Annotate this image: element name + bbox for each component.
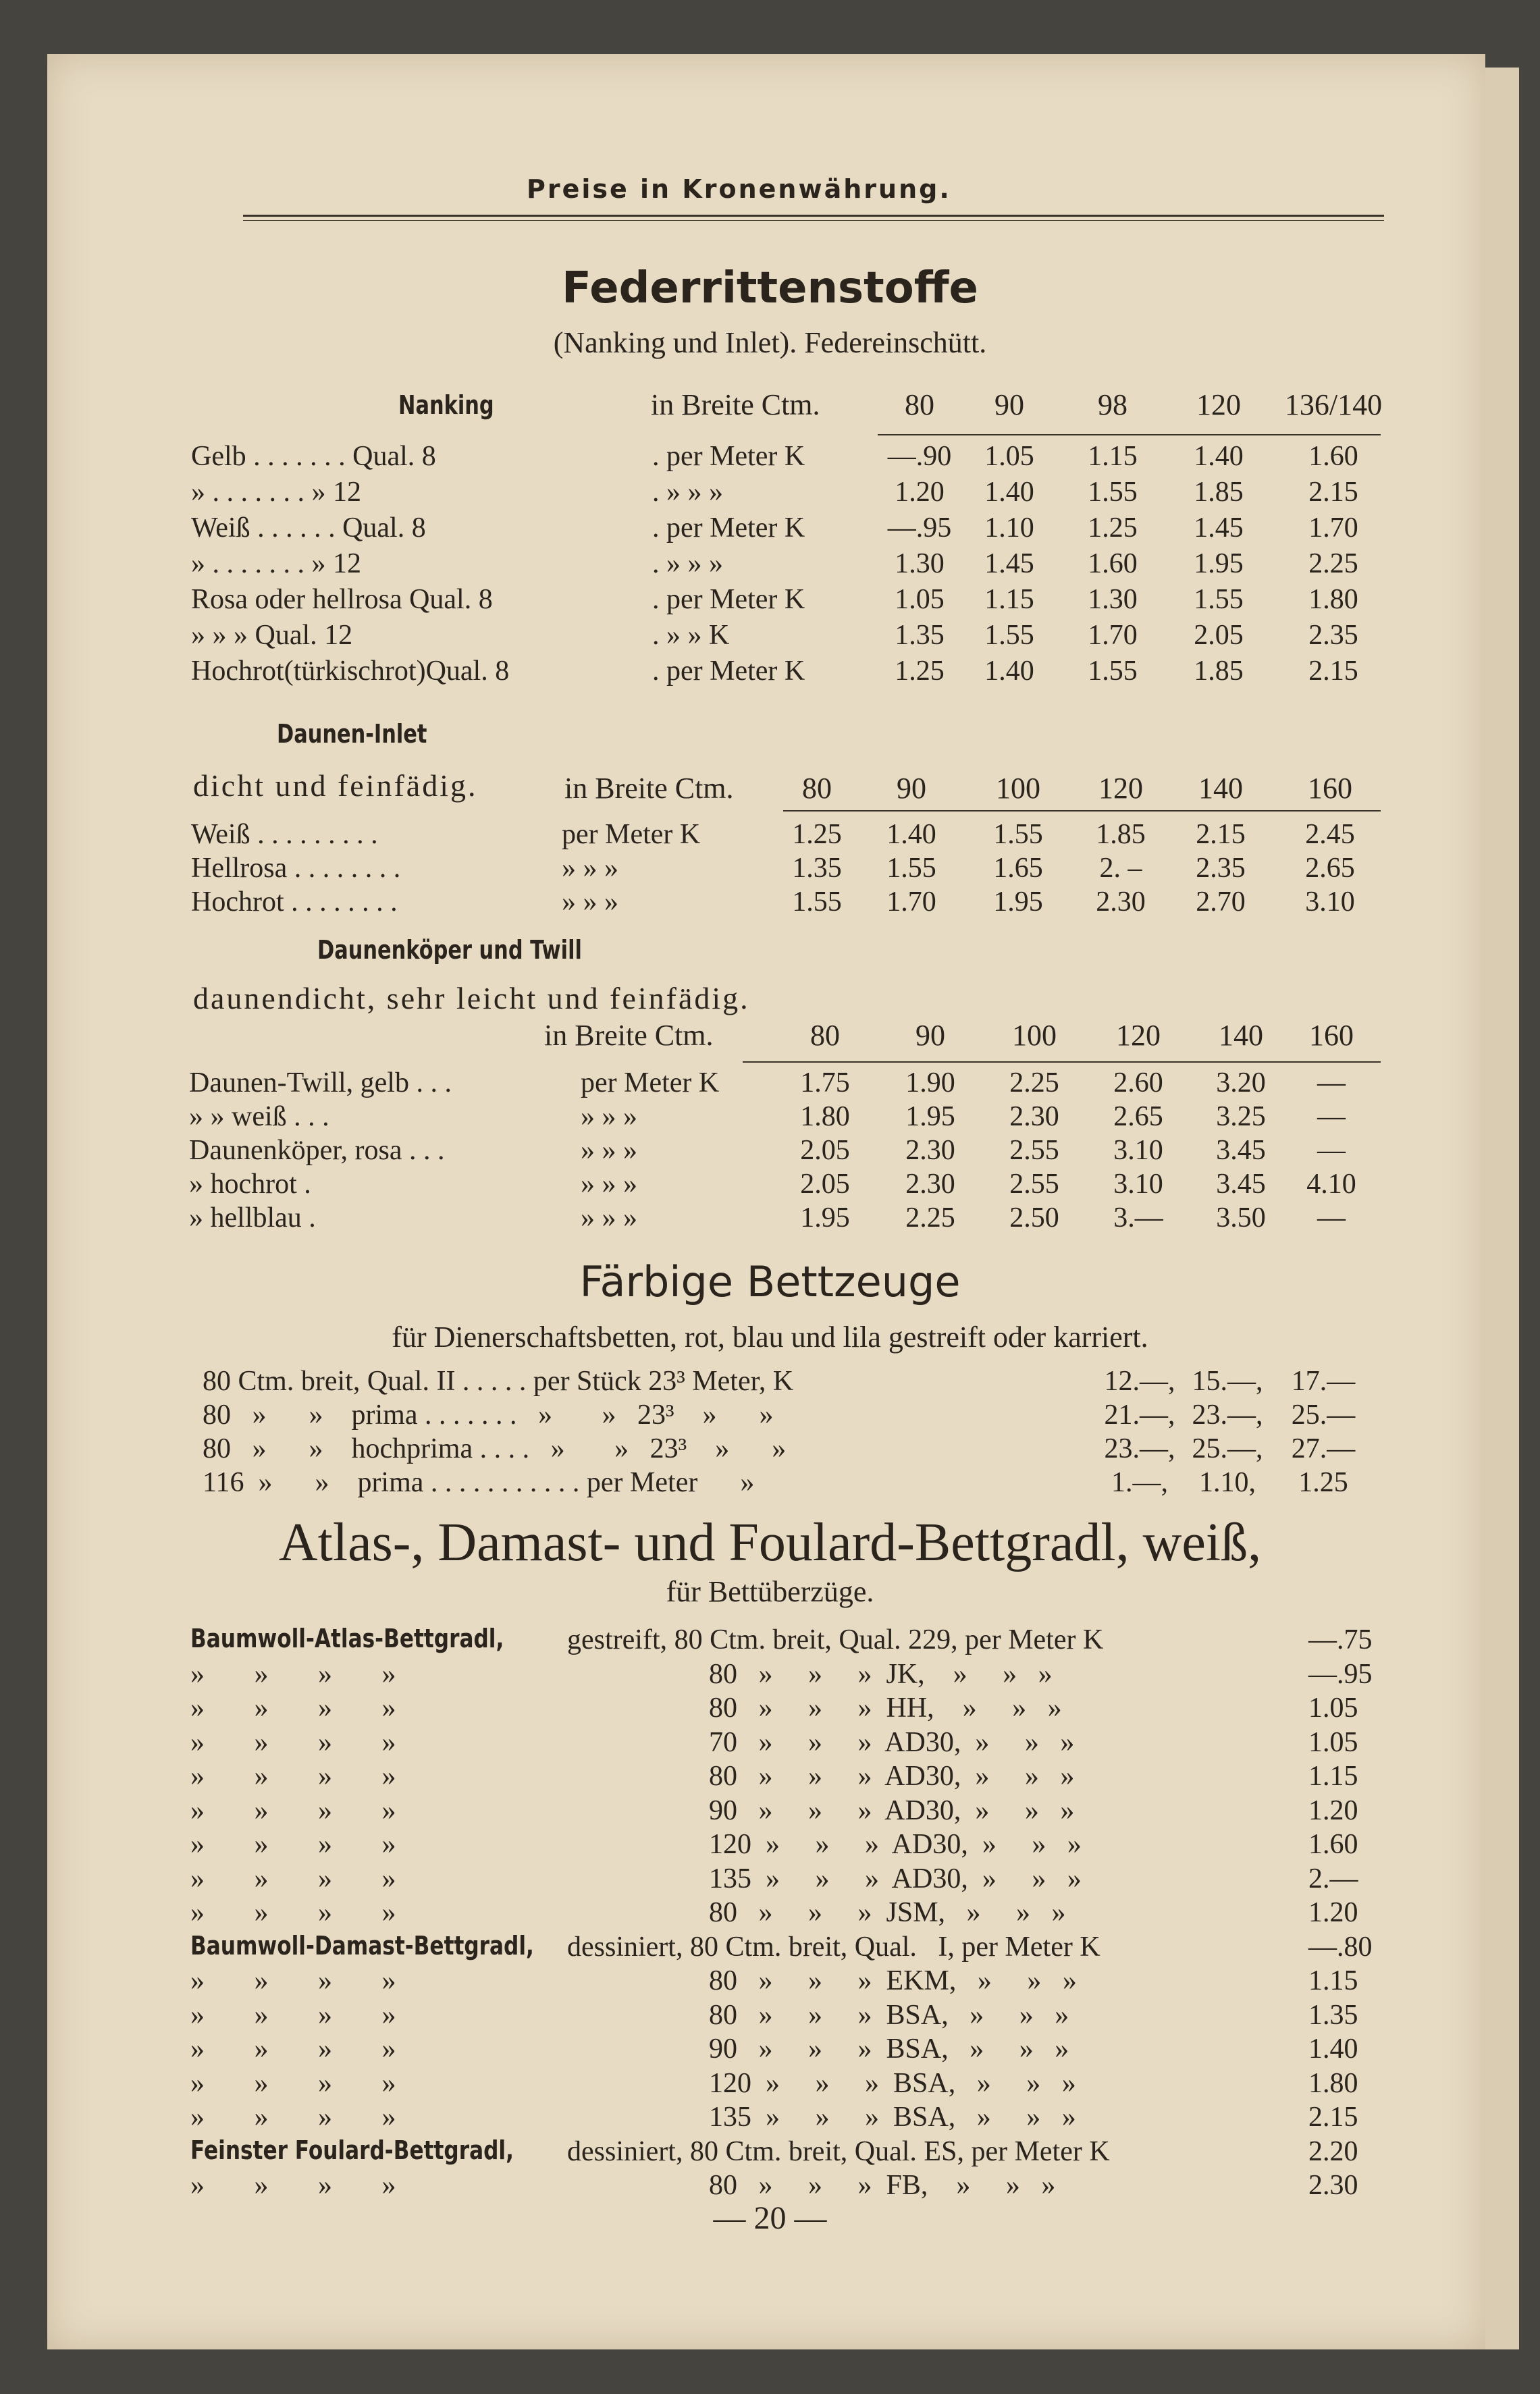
daunen-inlet-desc: dicht und feinfädig. bbox=[193, 768, 478, 803]
price-cell: 1.40 bbox=[1194, 441, 1244, 472]
width-100: 100 bbox=[1012, 1019, 1057, 1052]
row-name: Daunenköper, rosa . . . bbox=[189, 1135, 445, 1166]
row-name: Hochrot(türkischrot)Qual. 8 bbox=[191, 656, 510, 687]
price-cell: 1.75 bbox=[800, 1067, 850, 1098]
row-name: » hochrot . bbox=[189, 1169, 311, 1200]
bettgradl-row-text: 80 » » » FB, » » » bbox=[709, 2170, 1056, 2201]
price-cell: 1.90 bbox=[905, 1067, 955, 1098]
price-cell: — bbox=[1317, 1135, 1346, 1166]
price-cell: 2.55 bbox=[1009, 1135, 1059, 1166]
price-cell: 2.30 bbox=[905, 1169, 955, 1200]
price-cell: 1.10 bbox=[984, 512, 1034, 543]
daunen-inlet-rule bbox=[783, 810, 1381, 812]
price-cell: 1.65 bbox=[993, 853, 1043, 884]
bettgradl-row-label: Feinster Foulard-Bettgradl, bbox=[190, 2135, 514, 2165]
next-page-edge bbox=[1485, 68, 1519, 2349]
bettgradl-row-label: » » » » bbox=[190, 2067, 396, 2099]
price-cell: 1.55 bbox=[1088, 477, 1138, 508]
price-cell: 1.45 bbox=[1194, 512, 1244, 543]
price-cell: 1.15 bbox=[1088, 441, 1138, 472]
price-cell: 2.30 bbox=[1096, 886, 1146, 917]
bettgradl-row-label: » » » » bbox=[190, 2170, 396, 2201]
price-cell: 1.55 bbox=[886, 853, 936, 884]
row-unit: » » » bbox=[581, 1202, 637, 1233]
bettzeuge-price: 17.— bbox=[1291, 1366, 1356, 1397]
bettgradl-price: 2.20 bbox=[1308, 2135, 1358, 2167]
width-120: 120 bbox=[1098, 772, 1143, 805]
row-name: » » weiß . . . bbox=[189, 1101, 329, 1132]
price-cell: 2. – bbox=[1099, 853, 1142, 884]
bettgradl-price: 1.20 bbox=[1308, 1897, 1358, 1928]
bettgradl-row-text: dessiniert, 80 Ctm. breit, Qual. I, per Meter K bbox=[567, 1931, 1100, 1963]
price-cell: —.95 bbox=[887, 512, 952, 543]
header-rule bbox=[243, 215, 1384, 217]
bettgradl-row-text: 70 » » » AD30, » » » bbox=[709, 1726, 1075, 1758]
subtitle: (Nanking und Inlet). Federeinschütt. bbox=[553, 326, 987, 359]
width-80: 80 bbox=[802, 772, 832, 805]
price-cell: 1.80 bbox=[800, 1101, 850, 1132]
price-cell: 3.45 bbox=[1216, 1169, 1266, 1200]
bettzeuge-price: 25.—, bbox=[1192, 1433, 1263, 1464]
price-cell: 1.95 bbox=[993, 886, 1043, 917]
bettgradl-price: 1.40 bbox=[1308, 2033, 1358, 2065]
price-cell: 1.60 bbox=[1088, 548, 1138, 579]
price-cell: 1.70 bbox=[886, 886, 936, 917]
row-unit: . per Meter K bbox=[652, 584, 805, 615]
bettgradl-price: 1.15 bbox=[1308, 1965, 1358, 1996]
price-cell: 1.25 bbox=[792, 819, 842, 850]
row-name: Daunen-Twill, gelb . . . bbox=[189, 1067, 452, 1098]
bettgradl-row-text: 90 » » » AD30, » » » bbox=[709, 1794, 1075, 1826]
bettgradl-price: 1.05 bbox=[1308, 1726, 1358, 1758]
bettgradl-row-text: 80 » » » BSA, » » » bbox=[709, 1999, 1069, 2031]
price-cell: 2.50 bbox=[1009, 1202, 1059, 1233]
bettgradl-row-label: » » » » bbox=[190, 1693, 396, 1724]
bettgradl-subtitle: für Bettüberzüge. bbox=[666, 1575, 874, 1608]
page-number: — 20 — bbox=[713, 2200, 827, 2236]
width-160: 160 bbox=[1309, 1019, 1354, 1052]
row-unit: » » » bbox=[581, 1135, 637, 1166]
section-daunen-inlet: Daunen-Inlet bbox=[277, 719, 427, 749]
bettzeuge-row-text: 80 » » prima . . . . . . . » » 23³ » » bbox=[203, 1400, 774, 1431]
price-cell: 2.05 bbox=[1194, 620, 1244, 651]
bettgradl-row-label: » » » » bbox=[190, 1658, 396, 1690]
bettzeuge-desc: für Dienerschaftsbetten, rot, blau und lila gestreift oder karriert. bbox=[392, 1321, 1148, 1354]
bettzeuge-row-text: 116 » » prima . . . . . . . . . . . per Meter » bbox=[203, 1467, 755, 1498]
daunen-inlet-breite-label: in Breite Ctm. bbox=[564, 772, 734, 805]
price-cell: 2.25 bbox=[1308, 548, 1358, 579]
bettgradl-row-label: » » » » bbox=[190, 1999, 396, 2031]
row-unit: » » » bbox=[581, 1101, 637, 1132]
nanking-header-rule bbox=[878, 434, 1381, 435]
price-cell: 1.40 bbox=[984, 477, 1034, 508]
width-100: 100 bbox=[996, 772, 1040, 805]
price-cell: 1.85 bbox=[1096, 819, 1146, 850]
price-cell: 3.10 bbox=[1305, 886, 1355, 917]
bettgradl-row-text: 80 » » » JK, » » » bbox=[709, 1658, 1053, 1690]
price-cell: 1.70 bbox=[1308, 512, 1358, 543]
price-cell: 3.— bbox=[1113, 1202, 1163, 1233]
price-cell: 1.30 bbox=[895, 548, 945, 579]
price-cell: 1.05 bbox=[984, 441, 1034, 472]
row-unit: . per Meter K bbox=[652, 512, 805, 543]
bettgradl-row-label: » » » » bbox=[190, 1794, 396, 1826]
price-cell: 3.25 bbox=[1216, 1101, 1266, 1132]
bettzeuge-row-text: 80 » » hochprima . . . . » » 23³ » » bbox=[203, 1433, 787, 1464]
price-cell: — bbox=[1317, 1202, 1346, 1233]
price-cell: 1.25 bbox=[895, 656, 945, 687]
bettgradl-price: 1.35 bbox=[1308, 1999, 1358, 2031]
bettgradl-row-text: 80 » » » HH, » » » bbox=[709, 1693, 1062, 1724]
price-cell: 1.45 bbox=[984, 548, 1034, 579]
row-name: Gelb . . . . . . . Qual. 8 bbox=[191, 441, 436, 472]
bettgradl-row-label: » » » » bbox=[190, 1829, 396, 1860]
price-cell: 2.70 bbox=[1196, 886, 1246, 917]
price-cell: 2.65 bbox=[1113, 1101, 1163, 1132]
header-rule-thin bbox=[243, 220, 1384, 221]
row-unit: . per Meter K bbox=[652, 656, 805, 687]
row-name: Hochrot . . . . . . . . bbox=[191, 886, 398, 917]
bettzeuge-price: 25.— bbox=[1291, 1400, 1356, 1431]
price-cell: 1.55 bbox=[984, 620, 1034, 651]
bettgradl-row-text: gestreift, 80 Ctm. breit, Qual. 229, per Meter K bbox=[567, 1624, 1104, 1655]
bettgradl-price: —.95 bbox=[1308, 1658, 1373, 1690]
running-header: Preise in Kronenwährung. bbox=[527, 174, 951, 204]
row-name: Weiß . . . . . . Qual. 8 bbox=[191, 512, 426, 543]
price-cell: 1.20 bbox=[895, 477, 945, 508]
row-unit: » » » bbox=[562, 853, 618, 884]
daunenkoeper-rule bbox=[743, 1061, 1381, 1063]
bettzeuge-price: 15.—, bbox=[1192, 1366, 1263, 1397]
width-90: 90 bbox=[994, 388, 1024, 421]
row-unit: » » » bbox=[581, 1169, 637, 1200]
bettzeuge-title: Färbige Bettzeuge bbox=[579, 1257, 961, 1306]
bettgradl-row-text: 80 » » » EKM, » » » bbox=[709, 1965, 1077, 1996]
bettgradl-price: 2.30 bbox=[1308, 2170, 1358, 2201]
bettgradl-price: 2.15 bbox=[1308, 2102, 1358, 2133]
bettzeuge-price: 1.25 bbox=[1298, 1467, 1348, 1498]
price-cell: 1.55 bbox=[792, 886, 842, 917]
bettgradl-price: 1.60 bbox=[1308, 1829, 1358, 1860]
bettzeuge-price: 23.—, bbox=[1104, 1433, 1175, 1464]
bettgradl-row-label: » » » » bbox=[190, 2102, 396, 2133]
row-name: » hellblau . bbox=[189, 1202, 316, 1233]
width-160: 160 bbox=[1308, 772, 1352, 805]
bettzeuge-price: 27.— bbox=[1291, 1433, 1356, 1464]
bettgradl-row-text: 80 » » » AD30, » » » bbox=[709, 1761, 1075, 1792]
price-cell: 1.60 bbox=[1308, 441, 1358, 472]
row-name: Hellrosa . . . . . . . . bbox=[191, 853, 401, 884]
price-cell: 1.80 bbox=[1308, 584, 1358, 615]
bettgradl-price: 2.— bbox=[1308, 1863, 1358, 1894]
page-title: Federrittenstoffe bbox=[562, 263, 978, 313]
price-cell: 1.95 bbox=[1194, 548, 1244, 579]
price-cell: 1.70 bbox=[1088, 620, 1138, 651]
price-cell: 3.50 bbox=[1216, 1202, 1266, 1233]
bettgradl-row-text: 135 » » » BSA, » » » bbox=[709, 2102, 1076, 2133]
price-cell: 2.05 bbox=[800, 1135, 850, 1166]
price-cell: 3.45 bbox=[1216, 1135, 1266, 1166]
row-unit: per Meter K bbox=[581, 1067, 720, 1098]
bettgradl-row-label: » » » » bbox=[190, 2033, 396, 2065]
price-cell: 2.30 bbox=[905, 1135, 955, 1166]
price-cell: 2.60 bbox=[1113, 1067, 1163, 1098]
bettgradl-row-label: » » » » bbox=[190, 1761, 396, 1792]
price-cell: — bbox=[1317, 1067, 1346, 1098]
bettzeuge-row-text: 80 Ctm. breit, Qual. II . . . . . per Stück 23³ Meter, K bbox=[203, 1366, 794, 1397]
width-80: 80 bbox=[905, 388, 934, 421]
price-cell: 1.30 bbox=[1088, 584, 1138, 615]
price-cell: 2.30 bbox=[1009, 1101, 1059, 1132]
row-unit: . per Meter K bbox=[652, 441, 805, 472]
row-name: Weiß . . . . . . . . . bbox=[191, 819, 378, 850]
row-unit: » » » bbox=[562, 886, 618, 917]
price-cell: 1.40 bbox=[886, 819, 936, 850]
price-cell: 4.10 bbox=[1306, 1169, 1356, 1200]
bettgradl-price: 1.05 bbox=[1308, 1693, 1358, 1724]
row-name: » . . . . . . . » 12 bbox=[191, 548, 361, 579]
price-cell: 2.55 bbox=[1009, 1169, 1059, 1200]
price-cell: 2.35 bbox=[1196, 853, 1246, 884]
price-cell: 1.55 bbox=[993, 819, 1043, 850]
bettzeuge-price: 23.—, bbox=[1192, 1400, 1263, 1431]
row-unit: . » » » bbox=[652, 548, 723, 579]
bettgradl-row-text: 135 » » » AD30, » » » bbox=[709, 1863, 1082, 1894]
row-unit: per Meter K bbox=[562, 819, 701, 850]
daunenkoeper-breite-label: in Breite Ctm. bbox=[544, 1019, 714, 1052]
bettzeuge-price: 1.—, bbox=[1111, 1467, 1168, 1498]
price-cell: 2.25 bbox=[905, 1202, 955, 1233]
price-cell: 2.45 bbox=[1305, 819, 1355, 850]
price-cell: 1.35 bbox=[895, 620, 945, 651]
price-cell: 1.40 bbox=[984, 656, 1034, 687]
price-cell: 1.95 bbox=[905, 1101, 955, 1132]
bettgradl-row-label: » » » » bbox=[190, 1863, 396, 1894]
bettgradl-price: —.80 bbox=[1308, 1931, 1373, 1963]
bettgradl-title: Atlas-, Damast- und Foulard-Bettgradl, weiß, bbox=[278, 1513, 1262, 1572]
row-name: » » » Qual. 12 bbox=[191, 620, 353, 651]
row-unit: . » » » bbox=[652, 477, 723, 508]
price-cell: 3.10 bbox=[1113, 1135, 1163, 1166]
bettgradl-row-label: » » » » bbox=[190, 1965, 396, 1996]
price-cell: 1.25 bbox=[1088, 512, 1138, 543]
daunenkoeper-desc: daunendicht, sehr leicht und feinfädig. bbox=[193, 981, 750, 1015]
price-cell: 1.15 bbox=[984, 584, 1034, 615]
price-cell: 1.55 bbox=[1194, 584, 1244, 615]
price-cell: 1.55 bbox=[1088, 656, 1138, 687]
bettgradl-row-text: 80 » » » JSM, » » » bbox=[709, 1897, 1066, 1928]
price-cell: 1.85 bbox=[1194, 656, 1244, 687]
bettgradl-row-label: Baumwoll-Atlas-Bettgradl, bbox=[190, 1624, 504, 1653]
price-cell: 2.15 bbox=[1308, 477, 1358, 508]
price-cell: — bbox=[1317, 1101, 1346, 1132]
width-98: 98 bbox=[1098, 388, 1127, 421]
bettgradl-price: 1.15 bbox=[1308, 1761, 1358, 1792]
price-cell: 2.05 bbox=[800, 1169, 850, 1200]
row-name: Rosa oder hellrosa Qual. 8 bbox=[191, 584, 493, 615]
bettgradl-row-text: 120 » » » AD30, » » » bbox=[709, 1829, 1082, 1860]
width-136/140: 136/140 bbox=[1284, 388, 1383, 421]
price-cell: 2.65 bbox=[1305, 853, 1355, 884]
price-cell: 3.20 bbox=[1216, 1067, 1266, 1098]
width-120: 120 bbox=[1196, 388, 1241, 421]
width-140: 140 bbox=[1198, 772, 1243, 805]
price-cell: 3.10 bbox=[1113, 1169, 1163, 1200]
width-90: 90 bbox=[897, 772, 926, 805]
width-120: 120 bbox=[1116, 1019, 1161, 1052]
bettgradl-row-text: dessiniert, 80 Ctm. breit, Qual. ES, per Meter K bbox=[567, 2135, 1110, 2167]
price-cell: 2.25 bbox=[1009, 1067, 1059, 1098]
width-140: 140 bbox=[1219, 1019, 1263, 1052]
price-cell: —.90 bbox=[887, 441, 952, 472]
nanking-breite-label: in Breite Ctm. bbox=[651, 388, 820, 421]
bettgradl-row-text: 120 » » » BSA, » » » bbox=[709, 2067, 1076, 2099]
price-cell: 1.85 bbox=[1194, 477, 1244, 508]
bettgradl-row-label: Baumwoll-Damast-Bettgradl, bbox=[190, 1930, 534, 1961]
price-cell: 1.35 bbox=[792, 853, 842, 884]
bettgradl-row-label: » » » » bbox=[190, 1897, 396, 1928]
price-cell: 2.15 bbox=[1308, 656, 1358, 687]
price-cell: 1.05 bbox=[895, 584, 945, 615]
price-cell: 1.95 bbox=[800, 1202, 850, 1233]
width-90: 90 bbox=[915, 1019, 945, 1052]
row-unit: . » » K bbox=[652, 620, 730, 651]
bettgradl-row-label: » » » » bbox=[190, 1726, 396, 1758]
bettgradl-row-text: 90 » » » BSA, » » » bbox=[709, 2033, 1069, 2065]
bettzeuge-price: 12.—, bbox=[1104, 1366, 1175, 1397]
section-nanking: Nanking bbox=[398, 390, 494, 420]
price-cell: 2.35 bbox=[1308, 620, 1358, 651]
width-80: 80 bbox=[810, 1019, 840, 1052]
section-daunenkoeper: Daunenköper und Twill bbox=[317, 935, 582, 965]
bettzeuge-price: 1.10, bbox=[1199, 1467, 1256, 1498]
row-name: » . . . . . . . » 12 bbox=[191, 477, 361, 508]
bettgradl-price: —.75 bbox=[1308, 1624, 1373, 1655]
bettzeuge-price: 21.—, bbox=[1104, 1400, 1175, 1431]
bettgradl-price: 1.20 bbox=[1308, 1794, 1358, 1826]
bettgradl-price: 1.80 bbox=[1308, 2067, 1358, 2099]
price-cell: 2.15 bbox=[1196, 819, 1246, 850]
